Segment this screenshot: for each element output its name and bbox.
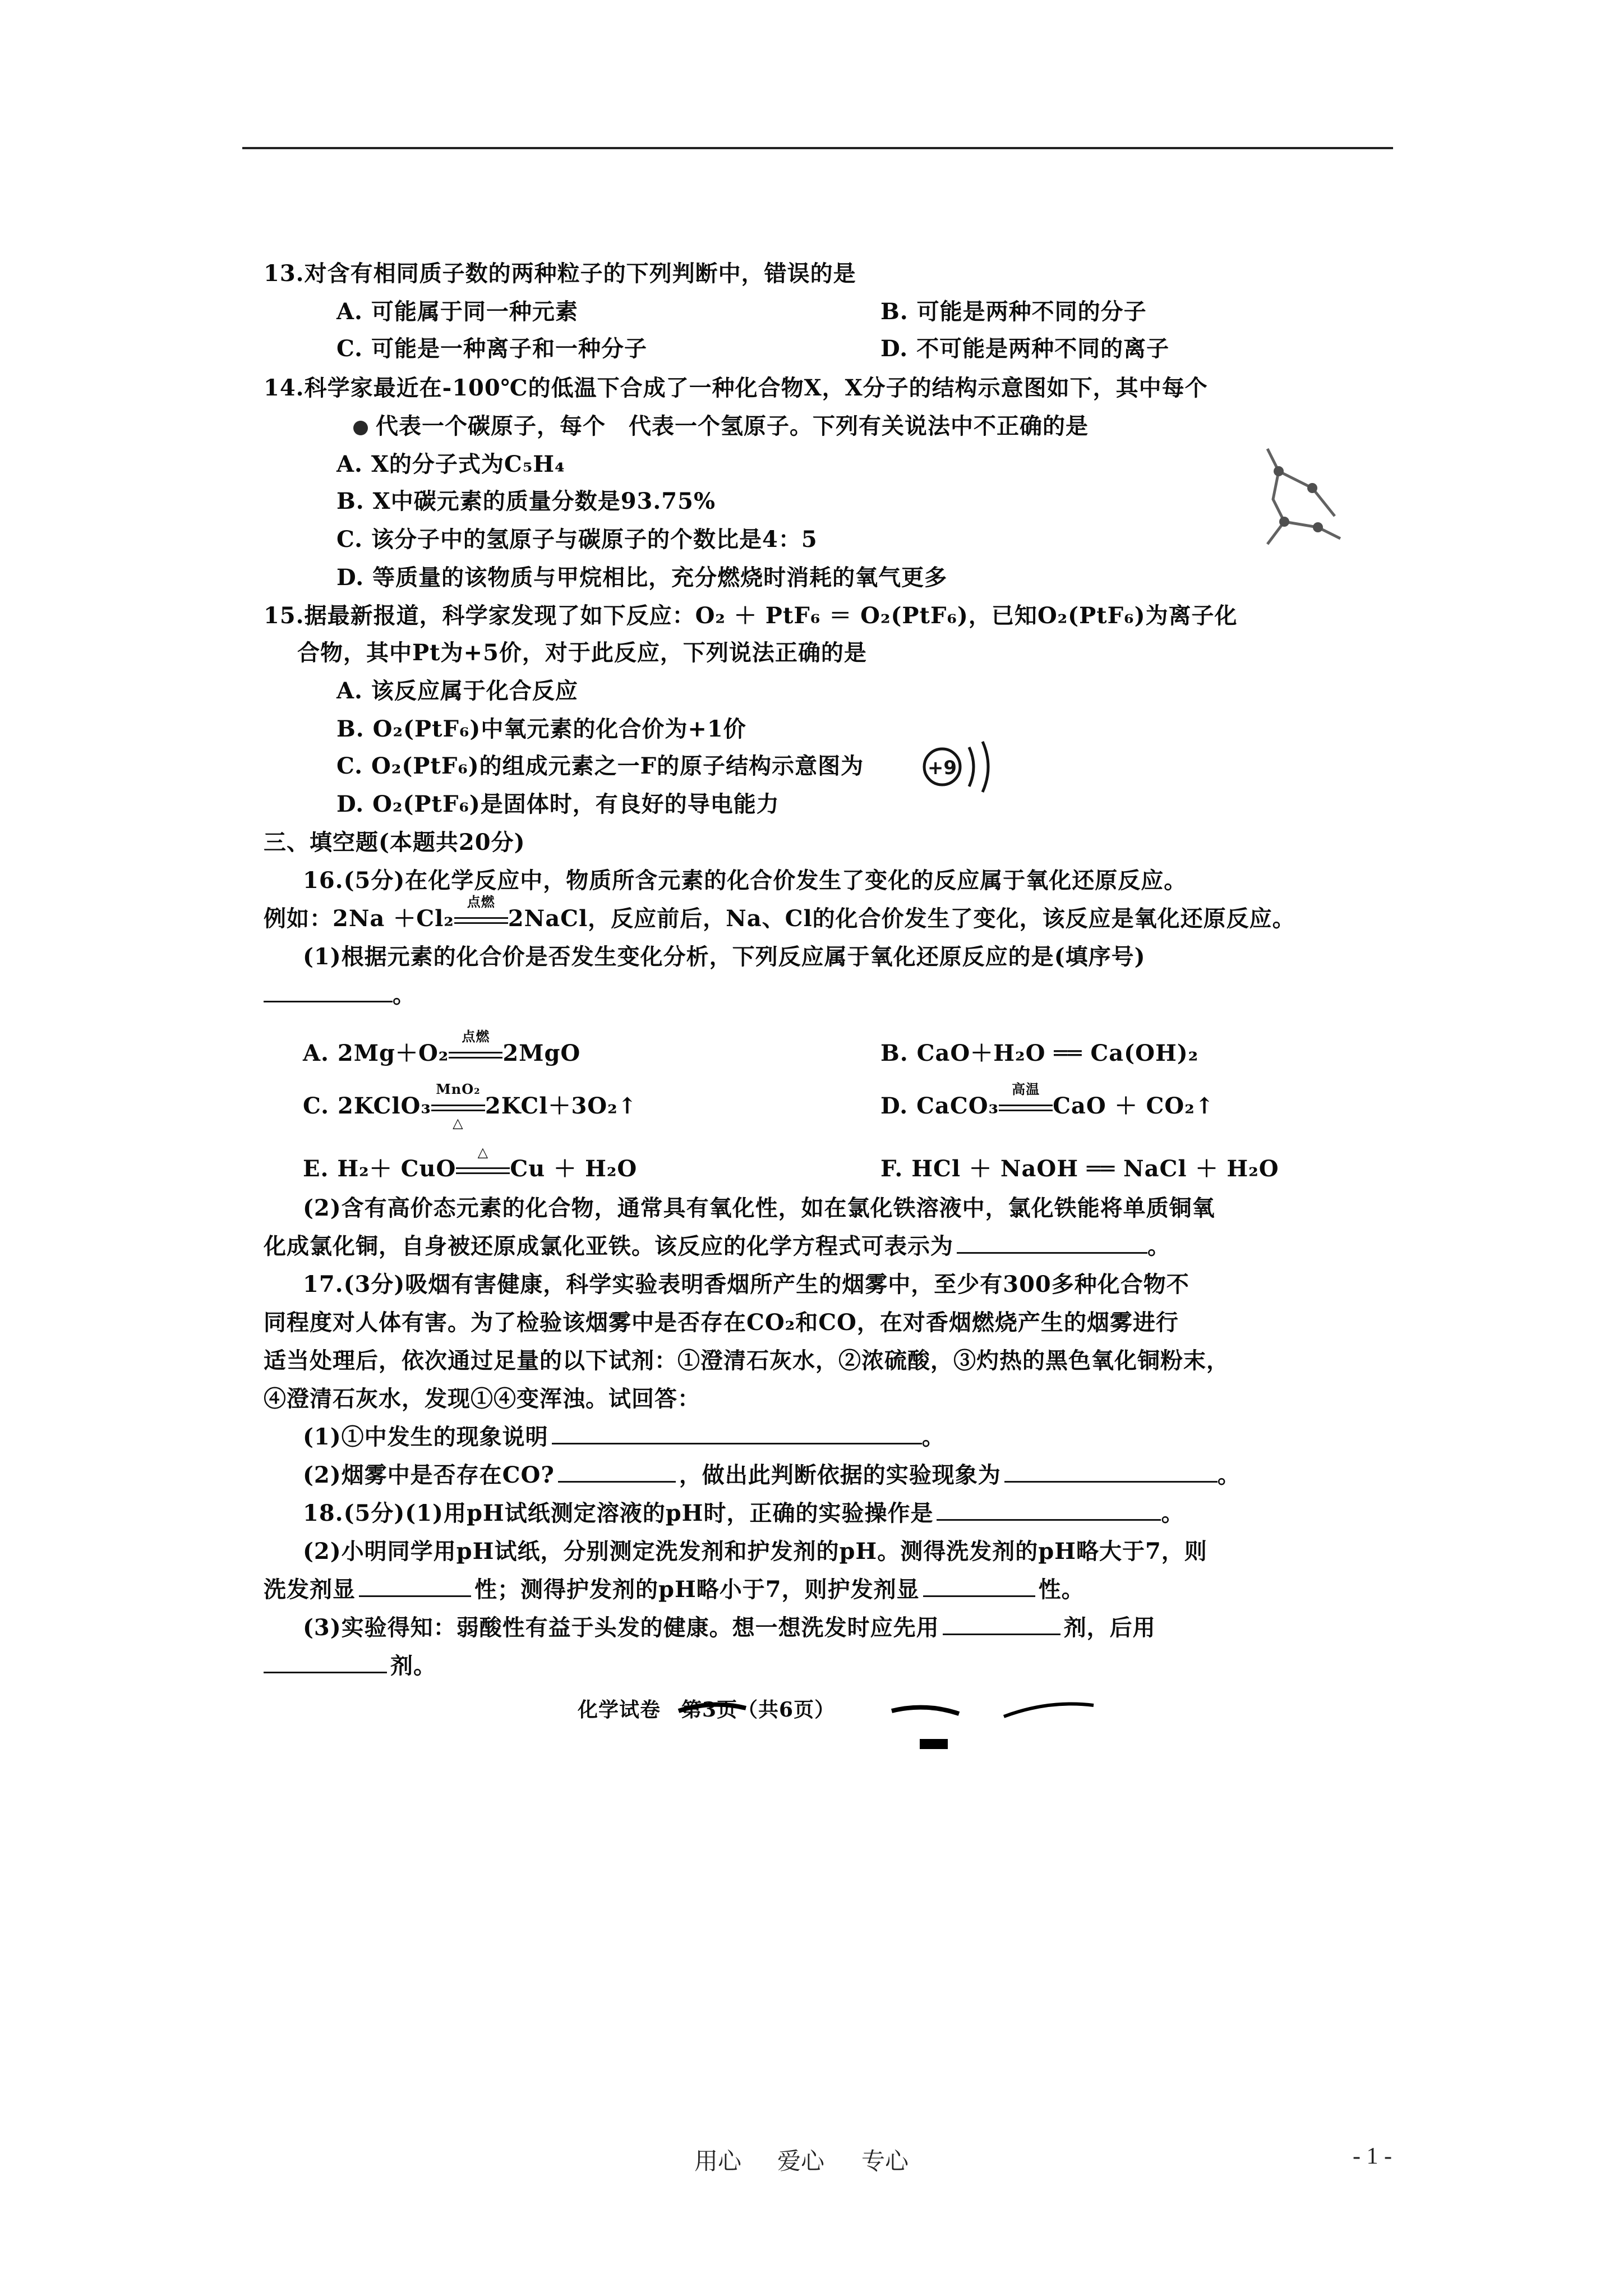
answer-blank[interactable] — [937, 1499, 1161, 1521]
q17-part1-text: (1)①中发生的现象说明 — [303, 1424, 548, 1450]
eq-c-catalyst-label: MnO₂ — [436, 1081, 481, 1097]
molecule-structure-figure — [1245, 438, 1346, 550]
answer-blank[interactable] — [359, 1575, 471, 1597]
q16-line1: 16.(5分)在化学反应中，物质所含元素的化合价发生了变化的反应属于氧化还原反应。 — [303, 867, 1187, 894]
footer-motto-1: 用心 — [694, 2149, 742, 2175]
q18-line1 — [303, 1498, 1184, 1529]
punct: 。 — [1161, 1500, 1184, 1526]
q13-option-c: C. 可能是一种离子和一种分子 — [336, 335, 647, 362]
equation-b: B. CaO＋H₂O ══ Ca(OH)₂ — [880, 1040, 1199, 1066]
q15-option-c: C. O₂(PtF₆)的组成元素之一F的原子结构示意图为 — [336, 753, 864, 779]
footer-motto-3: 专心 — [861, 2149, 909, 2175]
q17-part2 — [303, 1460, 1241, 1491]
header-rule — [242, 147, 1393, 149]
eq-a-right: 2MgO — [502, 1040, 581, 1066]
q16-part2-line1: (2)含有高价态元素的化合物，通常具有氧化性，如在氯化铁溶液中，氯化铁能将单质铜氧 — [303, 1195, 1215, 1221]
answer-blank[interactable] — [264, 1651, 387, 1673]
equation-a — [303, 1028, 581, 1069]
eq-c-right: 2KCl＋3O₂↑ — [485, 1093, 638, 1119]
eq-a-condition — [449, 1028, 502, 1069]
punct: 。 — [1147, 1233, 1170, 1259]
q17-line3: 适当处理后，依次通过足量的以下试剂：①澄清石灰水，②浓硫酸，③灼热的黑色氧化铜粉末， — [264, 1347, 1229, 1374]
q15-option-a: A. 该反应属于化合反应 — [336, 678, 578, 704]
q17-part2-text: (2)烟雾中是否存在CO? — [303, 1462, 555, 1488]
q16-line2 — [264, 894, 1295, 935]
equation-f: F. HCl ＋ NaOH ══ NaCl ＋ H₂O — [880, 1156, 1279, 1182]
q17-line2: 同程度对人体有害。为了检验该烟雾中是否存在CO₂和CO，在对香烟燃烧产生的烟雾进行 — [264, 1309, 1179, 1336]
q14-option-c: C. 该分子中的氢原子与碳原子的个数比是4：5 — [336, 526, 818, 553]
q16-example-left: 例如：2Na ＋Cl₂ — [264, 905, 454, 932]
punct: 。 — [1217, 1462, 1241, 1488]
q18-part1-text: 18.(5分)(1)用pH试纸测定溶液的pH时，正确的实验操作是 — [303, 1500, 934, 1526]
carbon-atom-icon — [353, 421, 368, 435]
eq-e-condition — [456, 1144, 510, 1185]
q18-line5 — [264, 1650, 436, 1682]
eq-c-condition — [431, 1081, 485, 1131]
q17-part2-mid: ，做出此判断依据的实验现象为 — [679, 1462, 1001, 1488]
q18-line3 — [264, 1574, 1085, 1605]
q18-l3-a: 洗发剂显 — [264, 1576, 356, 1603]
eq-d-left: D. CaCO₃ — [880, 1093, 999, 1119]
fluorine-atom-structure-diagram — [920, 736, 1004, 798]
nucleus-charge-label: +9 — [927, 757, 957, 779]
reaction-condition — [454, 894, 508, 935]
q14-option-d: D. 等质量的该物质与甲烷相比，充分燃烧时消耗的氧气更多 — [336, 564, 948, 591]
q13-option-b: B. 可能是两种不同的分子 — [880, 298, 1147, 325]
q18-l4-a: (3)实验得知：弱酸性有益于头发的健康。想一想洗发时应先用 — [303, 1614, 939, 1641]
reaction-condition-label: 点燃 — [467, 894, 495, 910]
q18-l3-b: 性；测得护发剂的pH略小于7，则护发剂显 — [474, 1576, 920, 1603]
eq-c-heat-label: △ — [453, 1115, 464, 1131]
section-3-title: 三、填空题(本题共20分) — [264, 829, 525, 855]
answer-blank[interactable] — [943, 1613, 1061, 1635]
q14-option-b: B. X中碳元素的质量分数是93.75% — [336, 488, 716, 514]
answer-blank[interactable] — [552, 1423, 922, 1444]
q18-line4 — [303, 1612, 1156, 1644]
q17-line1: 17.(3分)吸烟有害健康，科学实验表明香烟所产生的烟雾中，至少有300多种化合物不 — [303, 1271, 1189, 1297]
q13-stem: 13.对含有相同质子数的两种粒子的下列判断中，错误的是 — [264, 260, 856, 287]
eq-d-right: CaO ＋ CO₂↑ — [1053, 1093, 1215, 1119]
q18-line2: (2)小明同学用pH试纸，分别测定洗发剂和护发剂的pH。测得洗发剂的pH略大于7，则 — [303, 1538, 1207, 1565]
answer-blank[interactable] — [923, 1575, 1035, 1597]
q13-option-a: A. 可能属于同一种元素 — [336, 298, 578, 325]
q14-option-a: A. X的分子式为C₅H₄ — [336, 451, 565, 477]
q18-l4-b: 剂，后用 — [1063, 1614, 1156, 1641]
punct: 。 — [393, 982, 416, 1008]
eq-e-condition-label: △ — [477, 1144, 489, 1160]
q16-part2-line2 — [264, 1231, 1170, 1262]
equation-e — [303, 1144, 638, 1185]
answer-blank[interactable] — [264, 981, 393, 1002]
q15-option-b: B. O₂(PtF₆)中氧元素的化合价为+1价 — [336, 716, 746, 742]
answer-blank[interactable] — [1004, 1461, 1218, 1483]
footer-motto-2: 爱心 — [777, 2149, 825, 2175]
footer-page-number: - 1 - — [1353, 2143, 1392, 2169]
q16-part1: (1)根据元素的化合价是否发生变化分析，下列反应属于氧化还原反应的是(填序号) — [303, 944, 1146, 970]
eq-d-condition-label: 高温 — [1012, 1081, 1040, 1097]
q18-l5: 剂。 — [390, 1653, 436, 1679]
q13-option-d: D. 不可能是两种不同的离子 — [880, 335, 1170, 362]
q16-example-right: 2NaCl，反应前后，Na、Cl的化合价发生了变化，该反应是氧化还原反应。 — [508, 905, 1295, 932]
eq-a-condition-label: 点燃 — [462, 1028, 490, 1045]
eq-e-left: E. H₂＋ CuO — [303, 1156, 457, 1182]
q18-l3-c: 性。 — [1038, 1576, 1085, 1603]
q15-option-d: D. O₂(PtF₆)是固体时，有良好的导电能力 — [336, 791, 780, 817]
q15-stem-line2: 合物，其中Pt为+5价，对于此反应，下列说法正确的是 — [297, 639, 867, 666]
eq-a-left: A. 2Mg＋O₂ — [303, 1040, 449, 1066]
q14-stem-line2 — [353, 411, 1089, 442]
punct: 。 — [921, 1424, 945, 1450]
answer-blank[interactable] — [957, 1232, 1147, 1254]
q16-part1-answer — [264, 979, 416, 1011]
scanned-exam-content — [264, 236, 1357, 1761]
q17-part1 — [303, 1421, 945, 1453]
q17-line4: ④澄清石灰水，发现①④变浑浊。试回答： — [264, 1386, 700, 1412]
equation-c — [303, 1081, 638, 1131]
eq-d-condition — [999, 1081, 1053, 1122]
q14-stem-line1: 14.科学家最近在-100℃的低温下合成了一种化合物X，X分子的结构示意图如下，其中每个 — [264, 375, 1208, 401]
eq-c-left: C. 2KClO₃ — [303, 1093, 431, 1119]
answer-blank[interactable] — [558, 1461, 676, 1483]
q14-stem-line2-text: 代表一个碳原子，每个 代表一个氢原子。下列有关说法中不正确的是 — [376, 413, 1089, 439]
q16-part2-text: 化成氯化铜，自身被还原成氯化亚铁。该反应的化学方程式可表示为 — [264, 1233, 953, 1259]
eq-e-right: Cu ＋ H₂O — [510, 1156, 638, 1182]
scan-smudge-marks — [656, 1694, 1161, 1761]
equation-d — [880, 1081, 1215, 1122]
q15-stem-line1: 15.据最新报道，科学家发现了如下反应：O₂ ＋ PtF₆ ＝ O₂(PtF₆)，已知O₂(PtF₆)为离子化 — [264, 602, 1238, 629]
scanned-page-number: 化学试卷 第3页（共6页） — [578, 1698, 836, 1722]
